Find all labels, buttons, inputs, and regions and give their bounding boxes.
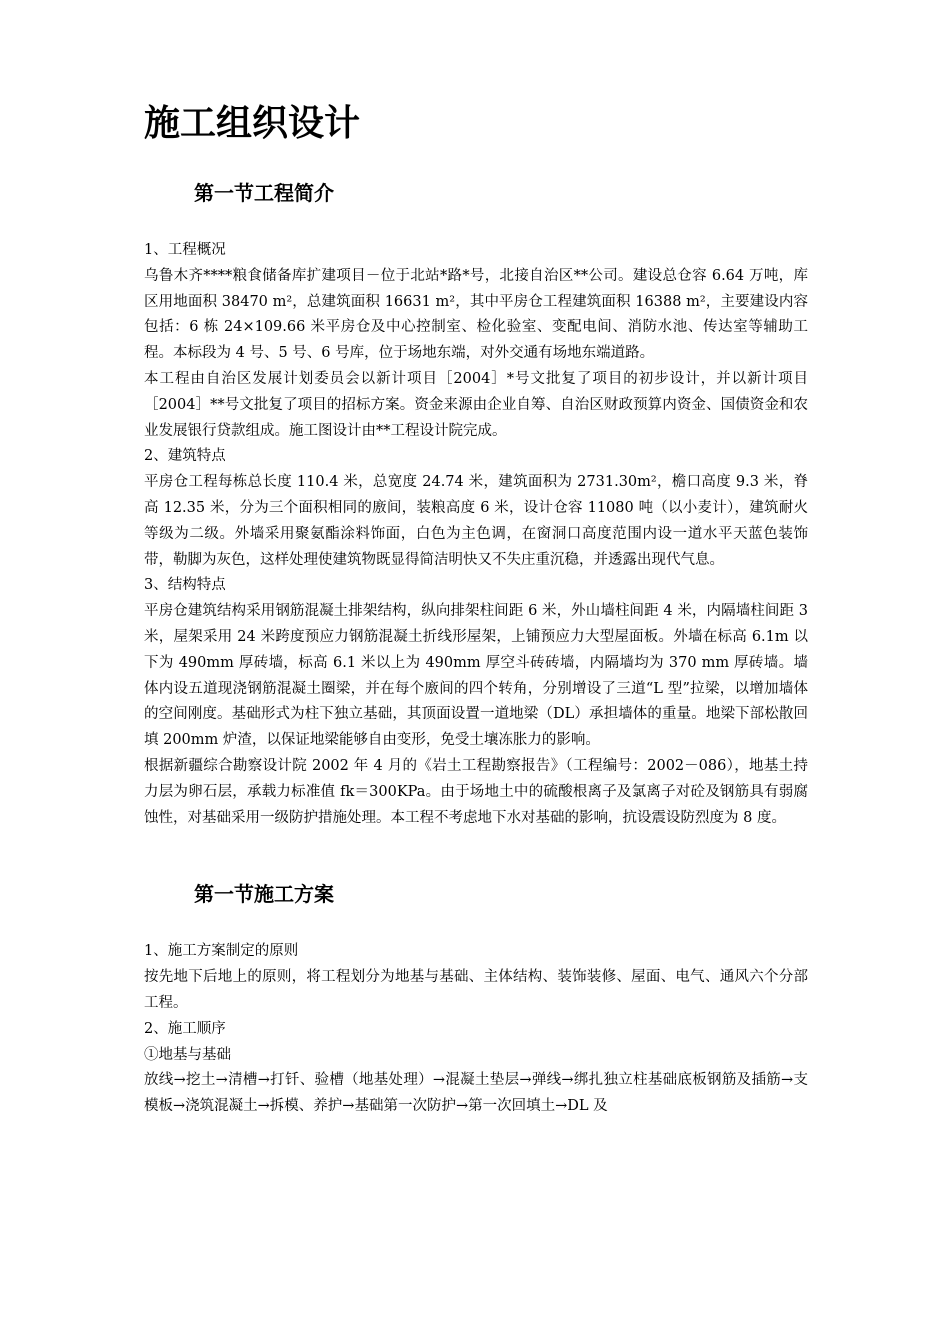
document-content bbox=[144, 98, 808, 1120]
section-project-overview bbox=[144, 238, 808, 831]
subheading-plan-principles: 1、施工方案制定的原则 bbox=[144, 943, 299, 960]
paragraph: 平房仓建筑结构采用钢筋混凝土排架结构，纵向排架柱间距 6 米，外山墙柱间距 4 米，内隔墙柱间距 3 米，屋架采用 24 米跨度预应力钢筋混凝土折线形屋架，上铺预应力大型屋面板。外墙在标高 6.1m 以下为 490mm 厚砖墙，标高 6.1 米以上为 490mm 厚空斗砖砖墙，内隔墙均为 370 mm 厚砖墙。墙体内设五道现浇钢筋混凝土圈梁，并在每个廒间的四个转角，分别增设了三道“L 型”拉梁，以增加墙体的空间刚度。基础形式为柱下独立基础，其顶面设置一道地梁（DL）承担墙体的重量。地梁下部松散回填 200mm 炉渣，以保证地梁能够自由变形，免受土壤冻胀力的影响。 bbox=[144, 603, 808, 749]
section-heading-construction-plan: 第一节施工方案 bbox=[194, 882, 334, 907]
paragraph: 本工程由自治区发展计划委员会以新计项目［2004］*号文批复了项目的初步设计，并以新计项目［2004］**号文批复了项目的招标方案。资金来源由企业自筹、自治区财政预算内资金、国债资金和农业发展银行贷款组成。施工图设计由**工程设计院完成。 bbox=[144, 370, 808, 439]
subheading-foundation: ①地基与基础 bbox=[144, 1046, 231, 1063]
paragraph: 按先地下后地上的原则，将工程划分为地基与基础、主体结构、装饰装修、屋面、电气、通风六个分部工程。 bbox=[144, 969, 808, 1011]
subheading-construction-sequence: 2、施工顺序 bbox=[144, 1020, 226, 1037]
paragraph: 放线→挖土→清槽→打钎、验槽（地基处理）→混凝土垫层→弹线→绑扎独立柱基础底板钢筋及插筋→支模板→浇筑混凝土→拆模、养护→基础第一次防护→第一次回填土→DL 及 bbox=[144, 1072, 808, 1115]
subheading-project-overview: 1、工程概况 bbox=[144, 242, 226, 258]
document-title: 施工组织设计 bbox=[144, 103, 361, 144]
subheading-building-features: 2、建筑特点 bbox=[144, 448, 226, 465]
paragraph: 乌鲁木齐****粮食储备库扩建项目－位于北站*路*号，北接自治区**公司。建设总仓容 6.64 万吨，库区用地面积 38470 m²，总建筑面积 16631 m²，其中平房仓工程建筑面积 16388 m²，主要建设内容包括：6 栋 24×109.66 米平房仓及中心控制室、检化验室、变配电间、消防水池、传达室等辅助工程。本标段为 4 号、5 号、6 号库，位于场地东端，对外交通有场地东端道路。 bbox=[144, 267, 808, 362]
paragraph: 平房仓工程每栋总长度 110.4 米，总宽度 24.74 米，建筑面积为 2731.30m²，檐口高度 9.3 米，脊高 12.35 米，分为三个面积相同的廒间，装粮高度 6 米，设计仓容 11080 吨（以小麦计），建筑耐火等级为二级。外墙采用聚氨酯涂料饰面，白色为主色调，在窗洞口高度范围内设一道水平天蓝色装饰带，勒脚为灰色，这样处理使建筑物既显得简洁明快又不失庄重沉稳，并透露出现代气息。 bbox=[144, 474, 808, 568]
section-construction-plan bbox=[144, 939, 808, 1120]
section-heading-project-overview: 第一节工程简介 bbox=[194, 181, 334, 205]
paragraph: 根据新疆综合勘察设计院 2002 年 4 月的《岩土工程勘察报告》（工程编号：2002－086），地基土持力层为卵石层，承载力标准值 fk＝300KPa。由于场地土中的硫酸根离子及氯离子对砼及钢筋具有弱腐蚀性，对基础采用一级防护措施处理。本工程不考虑地下水对基础的影响，抗设震设防烈度为 8 度。 bbox=[144, 757, 808, 826]
subheading-structural-features: 3、结构特点 bbox=[144, 577, 226, 594]
